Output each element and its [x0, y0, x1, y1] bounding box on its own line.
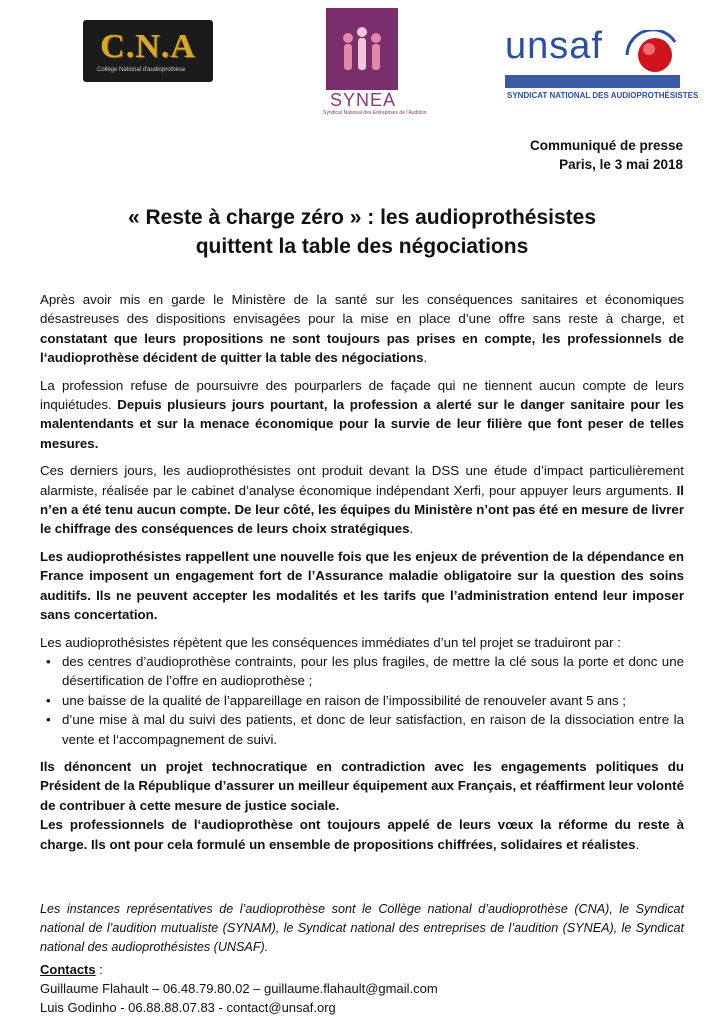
list-item: • des centres d’audioprothèse contraints, pour les plus fragiles, de mettre la clé sous la porte et donc une désertification de l’offre en audioprothèse ; [40, 652, 684, 691]
paragraph-6: Ils dénoncent un projet technocratique en contradiction avec les engagements politiques du Président de la République d’assurer un meilleur équipement aux Français, et réaffirment leur volonté de contribuer à cette mesure de justice sociale. [40, 758, 684, 813]
press-header [530, 136, 683, 174]
paragraph-7: Les professionnels de l‘audioprothèse ont toujours appelé de leurs vœux la réforme du reste à charge. Ils ont pour cela formulé un ensemble de propositions chiffrées, solidaires et réalistes. [40, 817, 684, 852]
cna-logo-subtitle: Collège National d'audioprothèse [97, 67, 186, 73]
title-line-2: quittent la table des négociations [195, 235, 529, 258]
contacts [40, 960, 438, 1017]
contact-line-1[interactable]: Guillaume Flahault – 06.48.79.80.02 – guillaume.flahault@gmail.com [40, 981, 438, 996]
contact-line-2[interactable]: Luis Godinho - 06.88.88.07.83 - contact@unsaf.org [40, 1000, 336, 1015]
unsaf-logo-emblem [625, 30, 680, 80]
page-title [40, 203, 684, 261]
contacts-heading: Contacts : [40, 962, 103, 977]
unsaf-logo [505, 25, 699, 105]
unsaf-logo-text: unsaf [505, 25, 603, 67]
unsaf-logo-subtitle: SYNDICAT NATIONAL DES AUDIOPROTHÉSISTES [507, 91, 699, 100]
paragraph-2: La profession refuse de poursuivre des pourparlers de façade qui ne tiennent aucun compte de leurs inquiétudes. Depuis plusieurs jours pourtant, la profession a alerté sur le danger sanitaire pour les malentendants et sur la menace économique pour la survie de leur filière que font peser de telles mesures. [40, 377, 684, 451]
paragraph-4: Les audioprothésistes rappellent une nouvelle fois que les enjeux de prévention de la dépendance en France imposent un engagement fort de l’Assurance maladie obligatoire sur la question des soins auditifs. Ils ne peuvent accepter les modalités et les tarifs que l’administration entend leur imposer sans concertation. [40, 548, 684, 623]
synea-logo-text: SYNEA [329, 90, 397, 110]
synea-logo-subtitle: Syndicat National des Entreprises de l'Audition [323, 110, 427, 116]
paragraph-5: Les audioprothésistes répètent que les conséquences immédiates d’un tel projet se traduiront par : [40, 634, 621, 650]
place-date: Paris, le 3 mai 2018 [559, 157, 683, 172]
synea-logo-emblem [326, 8, 398, 90]
cna-logo [83, 20, 213, 82]
unsaf-logo-bar [505, 75, 680, 88]
consequences-list [40, 652, 684, 749]
synea-logo [323, 6, 427, 116]
title-line-1: « Reste à charge zéro » : les audioprothésistes [127, 206, 596, 229]
footer-note: Les instances représentatives de l’audioprothèse sont le Collège national d’audioprothèse (CNA), le Syndicat national de l’audition mutualiste (SYNAM), le Syndicat national des entreprises de l’audition (SYNEA), le Syndicat national des audioprothésistes (UNSAF). [40, 902, 684, 954]
press-body [40, 290, 684, 862]
list-item: • d’une mise à mal du suivi des patients, et donc de leur satisfaction, en raison de la dissociation entre la vente et l‘accompagnement de suivi. [40, 710, 684, 749]
paragraph-3: Ces derniers jours, les audioprothésistes ont produit devant la DSS une étude d’impact particulièrement alarmiste, réalisée par le cabinet d’analyse économique indépendant Xerfi, pour appuyer leurs arguments. Il n’en a été tenu aucun compte. De leur côté, les équipes du Ministère n’ont pas été en mesure de livrer le chiffrage des conséquences de leurs choix stratégiques. [40, 463, 684, 537]
paragraph-1: Après avoir mis en garde le Ministère de la santé sur les conséquences sanitaires et économiques désastreuses des dispositions envisagées pour la mise en place d’une offre sans reste à charge, et constatant que leurs propositions ne sont toujours pas prises en compte, les professionnels de l‘audioprothèse décident de quitter la table des négociations. [40, 292, 684, 366]
cna-logo-text: C.N.A [100, 28, 196, 65]
list-item: • une baisse de la qualité de l’appareillage en raison de l’impossibilité de renouveler avant 5 ans ; [40, 691, 684, 710]
document-type: Communiqué de presse [529, 138, 683, 153]
